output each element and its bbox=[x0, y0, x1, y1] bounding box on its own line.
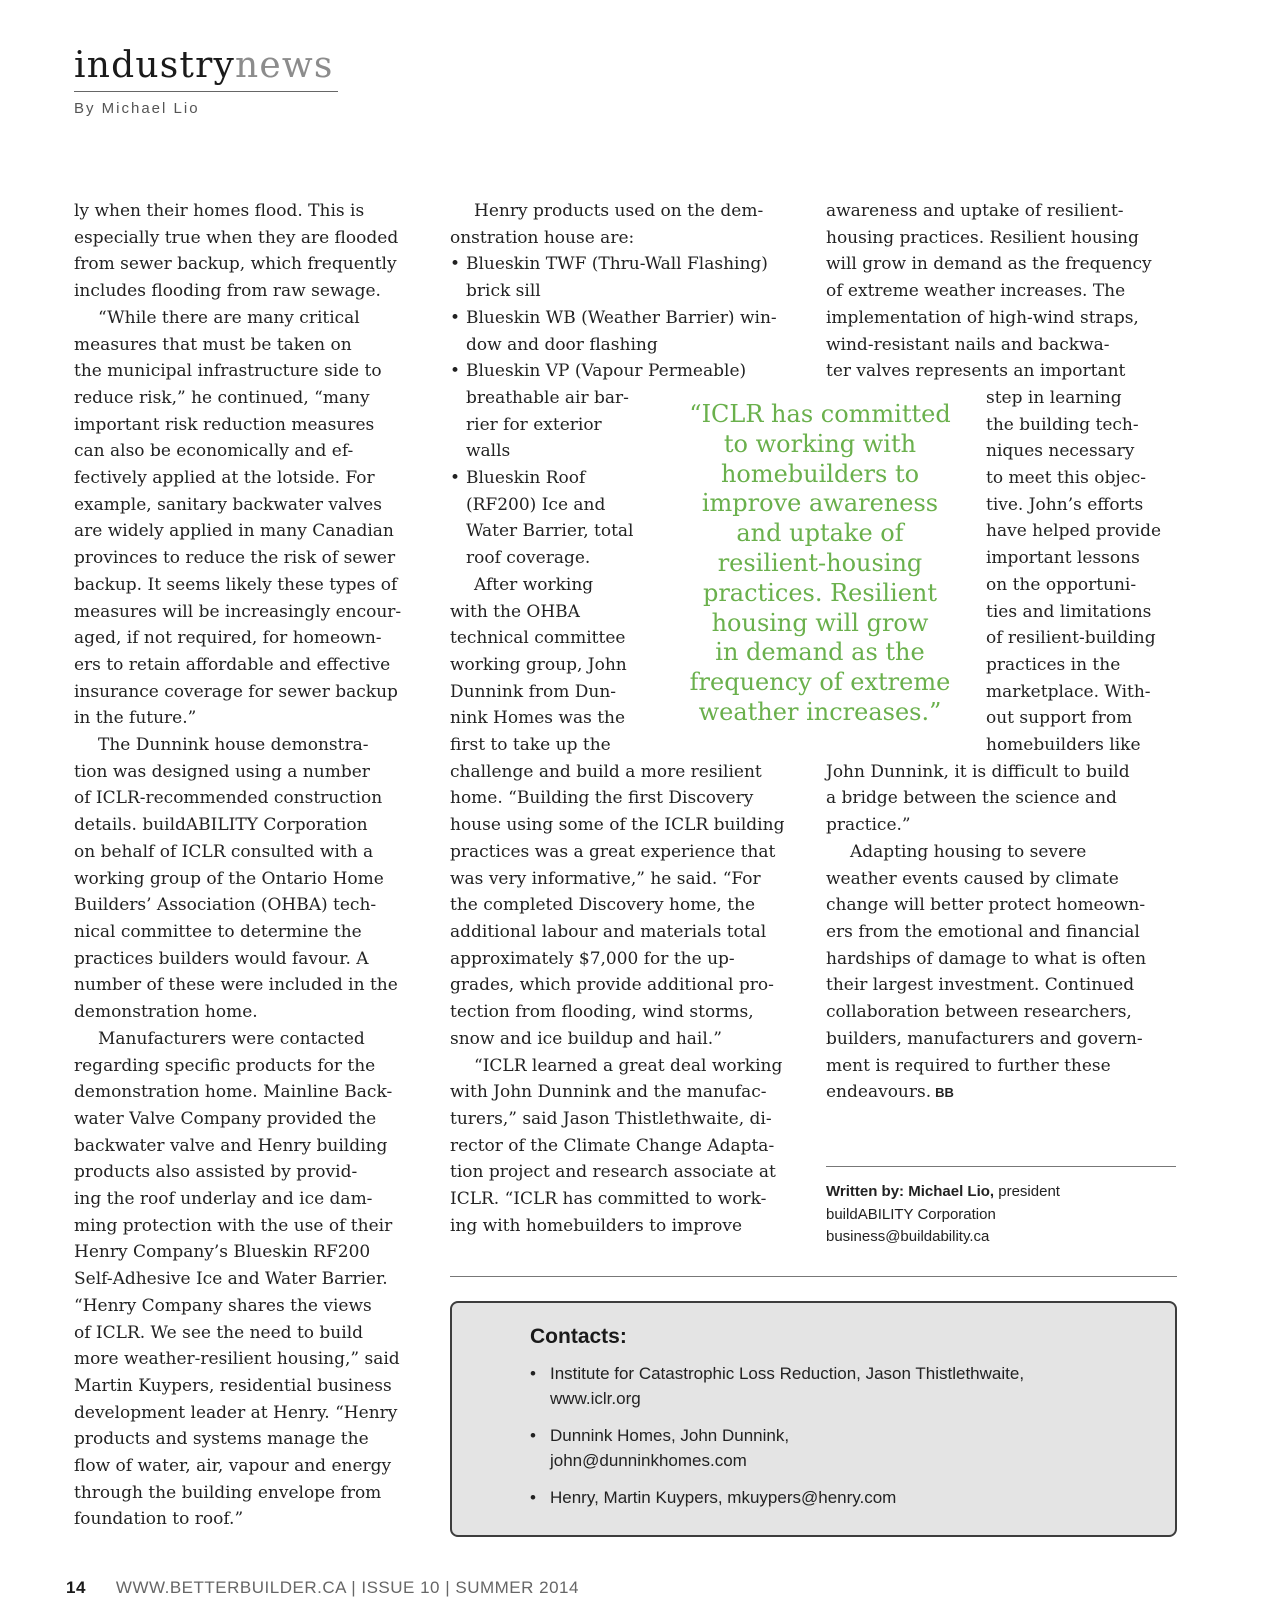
author-divider bbox=[826, 1166, 1176, 1167]
text-line: water Valve Company provided the bbox=[74, 1108, 377, 1129]
text-line: flow of water, air, vapour and energy bbox=[74, 1456, 392, 1477]
text-line: with the OHBA bbox=[450, 601, 580, 622]
text-line: of ICLR. We see the need to build bbox=[74, 1322, 364, 1343]
text-line: tion project and research associate at bbox=[450, 1162, 776, 1183]
text-line: demonstration home. bbox=[74, 1002, 258, 1023]
article-last-line bbox=[826, 1079, 1186, 1107]
article-column-3 bbox=[826, 198, 1186, 1107]
text-line: Blueskin Roof bbox=[466, 468, 586, 489]
text-line: step in learning bbox=[986, 387, 1122, 408]
text-line: number of these were included in the bbox=[74, 975, 398, 996]
text-line: tive. John’s efforts bbox=[986, 494, 1144, 515]
text-line: practices. Resilient bbox=[702, 578, 938, 607]
text-line: important lessons bbox=[986, 548, 1140, 569]
text-line: will grow in demand as the frequency bbox=[826, 254, 1152, 275]
bullet-icon: • bbox=[450, 468, 461, 489]
bullet-icon: • bbox=[530, 1364, 536, 1383]
text-line: details. buildABILITY Corporation bbox=[74, 815, 368, 836]
text-line: in demand as the bbox=[715, 638, 925, 667]
text-line: backup. It seems likely these types of bbox=[74, 574, 398, 595]
text-line: Water Barrier, total bbox=[466, 521, 634, 542]
section-title-part1: industry bbox=[74, 45, 236, 86]
text-line: homebuilders like bbox=[986, 735, 1141, 756]
contacts-box bbox=[450, 1301, 1177, 1537]
text-line: nink Homes was the bbox=[450, 708, 626, 729]
text-line: the municipal infrastructure side to bbox=[74, 361, 382, 382]
text-line: frequency of extreme bbox=[689, 668, 951, 697]
article-column-1 bbox=[74, 198, 434, 1533]
text-line: and uptake of bbox=[736, 519, 904, 548]
text-line: Builders’ Association (OHBA) tech- bbox=[74, 895, 377, 916]
text-line: foundation to roof.” bbox=[74, 1509, 244, 1530]
text-line: rier for exterior bbox=[466, 414, 602, 435]
text-line: includes flooding from raw sewage. bbox=[74, 281, 381, 302]
text-line: home. “Building the first Discovery bbox=[450, 788, 754, 809]
text-line: tection from flooding, wind storms, bbox=[450, 1002, 754, 1023]
text-line: onstration house are: bbox=[450, 227, 635, 248]
text-line: weather events caused by climate bbox=[826, 868, 1119, 889]
text-line: “ICLR learned a great deal working bbox=[474, 1055, 783, 1076]
text-line: challenge and build a more resilient bbox=[450, 761, 762, 782]
text-line: walls bbox=[466, 441, 511, 462]
text-line: resilient-housing bbox=[717, 548, 923, 577]
text-line: Henry products used on the dem- bbox=[474, 201, 764, 221]
text-line: out support from bbox=[986, 708, 1133, 729]
contacts-title: Contacts: bbox=[530, 1325, 627, 1348]
text-line: weather increases.” bbox=[698, 697, 942, 726]
text-line: on the opportuni- bbox=[986, 574, 1137, 595]
footer-text: WWW.BETTERBUILDER.CA | ISSUE 10 | SUMMER 2014 bbox=[115, 1578, 579, 1597]
text-line: working group of the Ontario Home bbox=[74, 868, 384, 889]
text-line: aged, if not required, for homeown- bbox=[74, 628, 382, 649]
text-line: ing the roof underlay and ice dam- bbox=[74, 1189, 373, 1210]
text-line: first to take up the bbox=[450, 735, 611, 756]
article-paragraph-narrow bbox=[826, 385, 1186, 759]
text-line: the building tech- bbox=[986, 414, 1139, 435]
text-line: ICLR. “ICLR has committed to work- bbox=[450, 1189, 767, 1210]
text-line: ment is required to further these bbox=[826, 1055, 1111, 1076]
text-line: marketplace. With- bbox=[986, 681, 1151, 702]
contact-line: Henry, Martin Kuypers, mkuypers@henry.com bbox=[550, 1488, 897, 1507]
contacts-list bbox=[530, 1361, 1150, 1522]
text-line: insurance coverage for sewer backup bbox=[74, 681, 398, 702]
text-line: breathable air bar- bbox=[466, 387, 629, 408]
contact-item bbox=[530, 1423, 1150, 1473]
text-line: example, sanitary backwater valves bbox=[74, 494, 382, 515]
text-line: implementation of high-wind straps, bbox=[826, 307, 1139, 328]
contacts-divider bbox=[450, 1276, 1177, 1277]
author-email[interactable]: business@buildability.ca bbox=[826, 1228, 990, 1245]
text-line: through the building envelope from bbox=[74, 1482, 382, 1503]
text-line: was very informative,” he said. “For bbox=[450, 868, 761, 889]
text-line: Manufacturers were contacted bbox=[98, 1028, 365, 1049]
text-line: have helped provide bbox=[986, 521, 1162, 542]
bullet-icon: • bbox=[450, 307, 461, 328]
product-bullet-1 bbox=[450, 251, 810, 304]
product-bullet-2 bbox=[450, 305, 810, 358]
text-line: a bridge between the science and bbox=[826, 788, 1117, 809]
text-line: brick sill bbox=[466, 281, 541, 302]
text-line: “Henry Company shares the views bbox=[74, 1295, 372, 1316]
author-info bbox=[826, 1181, 1060, 1249]
text-line: housing practices. Resilient housing bbox=[826, 227, 1139, 248]
text-line: The Dunnink house demonstra- bbox=[98, 735, 369, 756]
byline: By Michael Lio bbox=[74, 100, 200, 117]
text-line: are widely applied in many Canadian bbox=[74, 521, 394, 542]
text-line: rector of the Climate Change Adapta- bbox=[450, 1135, 775, 1156]
text-line: from sewer backup, which frequently bbox=[74, 254, 397, 275]
text-line: hardships of damage to what is often bbox=[826, 948, 1147, 969]
text-line: products also assisted by provid- bbox=[74, 1162, 358, 1183]
end-mark: BB bbox=[935, 1085, 954, 1101]
text-line: “While there are many critical bbox=[98, 307, 360, 328]
text-line: Adapting housing to severe bbox=[850, 841, 1087, 862]
text-line: ing with homebuilders to improve bbox=[450, 1215, 743, 1236]
page-number: 14 bbox=[66, 1578, 86, 1597]
text-line: fectively applied at the lotside. For bbox=[74, 468, 375, 489]
text-line: “ICLR has committed bbox=[689, 400, 951, 428]
text-line: roof coverage. bbox=[466, 548, 591, 569]
contact-line: john@dunninkhomes.com bbox=[550, 1451, 747, 1470]
text-line: turers,” said Jason Thistlethwaite, di- bbox=[450, 1108, 772, 1129]
text-line: provinces to reduce the risk of sewer bbox=[74, 548, 396, 569]
text-line: practices builders would favour. A bbox=[74, 948, 369, 969]
text-line: Martin Kuypers, residential business bbox=[74, 1375, 392, 1396]
text-line: on behalf of ICLR consulted with a bbox=[74, 841, 374, 862]
text-line: to working with bbox=[723, 429, 917, 458]
text-line: of resilient-building bbox=[986, 628, 1156, 649]
text-line: backwater valve and Henry building bbox=[74, 1135, 388, 1156]
text-line: ming protection with the use of their bbox=[74, 1215, 393, 1236]
text-line: (RF200) Ice and bbox=[466, 494, 606, 515]
text-line: Henry Company’s Blueskin RF200 bbox=[74, 1242, 371, 1263]
text-line: snow and ice buildup and hail.” bbox=[450, 1028, 722, 1049]
text-line: improve awareness bbox=[701, 489, 939, 518]
text-line: important risk reduction measures bbox=[74, 414, 375, 435]
author-company: buildABILITY Corporation bbox=[826, 1205, 996, 1223]
article-paragraph bbox=[826, 759, 1186, 1079]
text-line: Blueskin VP (Vapour Permeable) bbox=[466, 361, 747, 382]
section-title bbox=[74, 44, 338, 88]
text-line: of ICLR-recommended construction bbox=[74, 788, 383, 809]
page-footer bbox=[66, 1578, 579, 1598]
text-line: awareness and uptake of resilient- bbox=[826, 201, 1124, 221]
text-line: ly when their homes flood. This is bbox=[74, 201, 365, 221]
text-line: ties and limitations bbox=[986, 601, 1152, 622]
text-line: ers to retain affordable and effective bbox=[74, 654, 391, 675]
text-line: measures will be increasingly encour- bbox=[74, 601, 402, 622]
products-intro bbox=[450, 198, 810, 251]
text-line: ter valves represents an important bbox=[826, 361, 1126, 382]
text-line: Blueskin TWF (Thru-Wall Flashing) bbox=[466, 254, 768, 275]
bullet-icon: • bbox=[530, 1426, 536, 1445]
text-line: especially true when they are flooded bbox=[74, 227, 399, 248]
contact-line: Institute for Catastrophic Loss Reduction, Jason Thistlethwaite, bbox=[550, 1364, 1025, 1383]
text-line: tion was designed using a number bbox=[74, 761, 370, 782]
text-line: grades, which provide additional pro- bbox=[450, 975, 774, 996]
text-line: practices in the bbox=[986, 654, 1121, 675]
text-line: regarding specific products for the bbox=[74, 1055, 376, 1076]
author-role: president bbox=[994, 1183, 1060, 1200]
contact-line: Dunnink Homes, John Dunnink, bbox=[550, 1426, 790, 1445]
contact-line: www.iclr.org bbox=[550, 1389, 641, 1408]
text-line: more weather-resilient housing,” said bbox=[74, 1349, 400, 1370]
text-line: Blueskin WB (Weather Barrier) win- bbox=[466, 307, 777, 328]
article-paragraph bbox=[826, 198, 1186, 385]
text-line: additional labour and materials total bbox=[450, 921, 767, 942]
text-line: practice.” bbox=[826, 815, 911, 836]
author-label: Written by: Michael Lio, bbox=[826, 1183, 995, 1200]
text-line: builders, manufacturers and govern- bbox=[826, 1028, 1143, 1049]
text-line: of extreme weather increases. The bbox=[826, 281, 1126, 302]
text-line: Self-Adhesive Ice and Water Barrier. bbox=[74, 1269, 388, 1290]
header bbox=[74, 44, 338, 117]
text-line: in the future.” bbox=[74, 708, 197, 729]
text-line: with John Dunnink and the manufac- bbox=[450, 1082, 767, 1103]
title-rule bbox=[74, 91, 338, 92]
text-line: technical committee bbox=[450, 628, 626, 649]
text-line: homebuilders to bbox=[720, 459, 920, 488]
text-line: housing will grow bbox=[711, 608, 929, 637]
text-line: Dunnink from Dun- bbox=[450, 681, 617, 702]
text-line: development leader at Henry. “Henry bbox=[74, 1402, 398, 1423]
text-line: reduce risk,” he continued, “many bbox=[74, 387, 370, 408]
text-line: niques necessary bbox=[986, 441, 1135, 462]
text-line: can also be economically and ef- bbox=[74, 441, 354, 462]
text-line: John Dunnink, it is difficult to build bbox=[826, 761, 1130, 782]
bullet-icon: • bbox=[530, 1488, 536, 1507]
bullet-icon: • bbox=[450, 361, 461, 382]
text-line: measures that must be taken on bbox=[74, 334, 352, 355]
section-title-part2: news bbox=[235, 45, 334, 86]
bullet-icon: • bbox=[450, 254, 461, 275]
text-line: the completed Discovery home, the bbox=[450, 895, 756, 916]
text-line: house using some of the ICLR building bbox=[450, 815, 785, 836]
text-line: ers from the emotional and financial bbox=[826, 921, 1140, 942]
text-line: approximately $7,000 for the up- bbox=[450, 948, 735, 969]
text-line: After working bbox=[474, 574, 594, 595]
text-line: dow and door flashing bbox=[466, 334, 658, 355]
contact-item bbox=[530, 1361, 1150, 1411]
text-line: their largest investment. Continued bbox=[826, 975, 1135, 996]
text-line: working group, John bbox=[450, 654, 627, 675]
text-line: nical committee to determine the bbox=[74, 921, 362, 942]
text-line: to meet this objec- bbox=[986, 468, 1147, 489]
text-line: change will better protect homeown- bbox=[826, 895, 1146, 916]
text-line: products and systems manage the bbox=[74, 1429, 369, 1450]
text-line: wind-resistant nails and backwa- bbox=[826, 334, 1110, 355]
last-line-text: endeavours. bbox=[826, 1082, 932, 1103]
text-line: practices was a great experience that bbox=[450, 841, 776, 862]
contact-item bbox=[530, 1485, 1150, 1510]
text-line: demonstration home. Mainline Back- bbox=[74, 1082, 393, 1103]
text-line: collaboration between researchers, bbox=[826, 1002, 1132, 1023]
